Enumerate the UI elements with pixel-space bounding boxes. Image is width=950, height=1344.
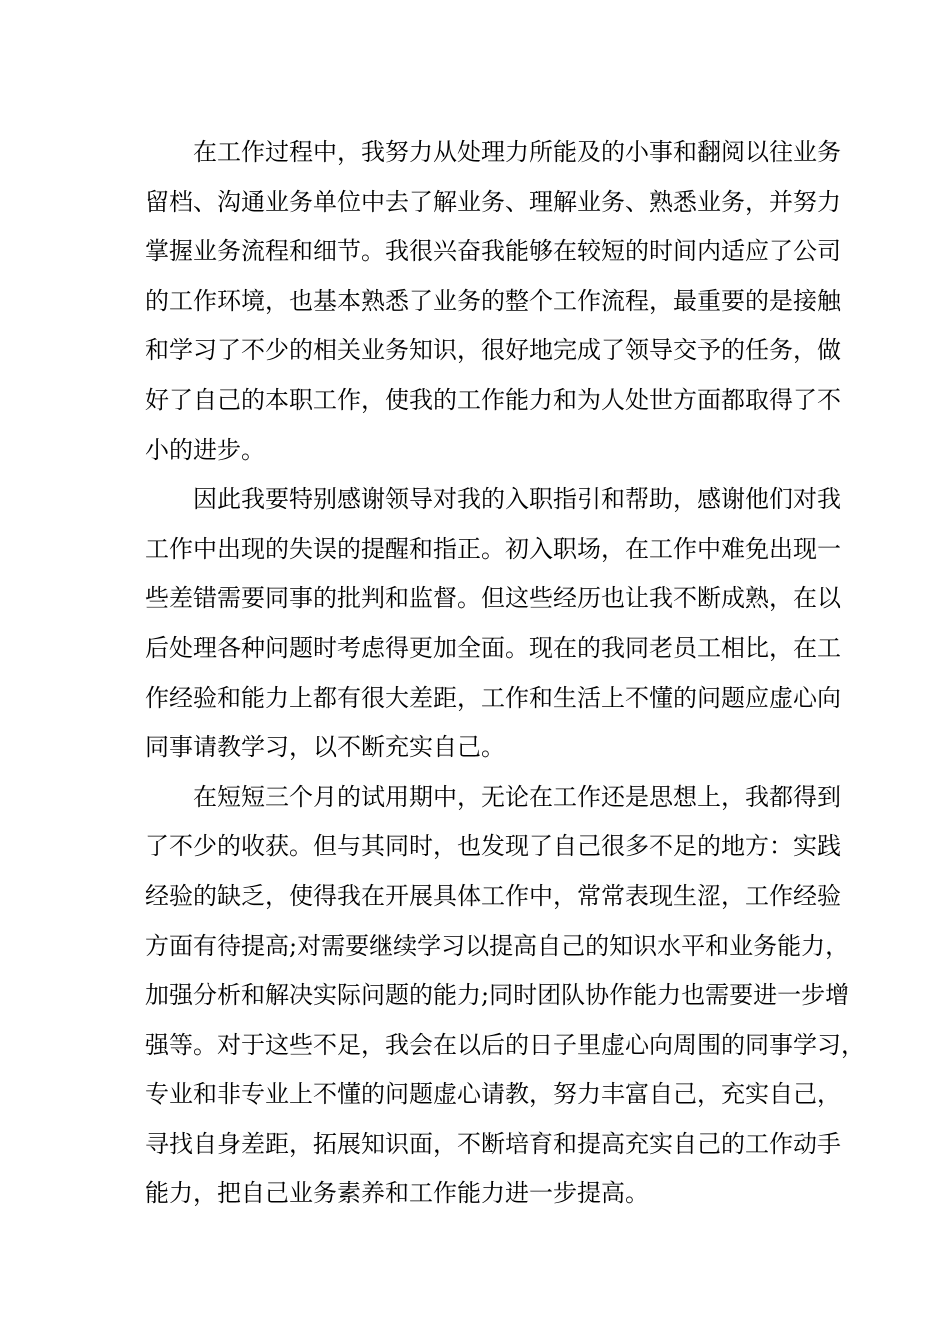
paragraph-line: 因此我要特别感谢领导对我的入职指引和帮助，感谢他们对我 xyxy=(193,485,841,514)
paragraph-2 xyxy=(145,475,841,773)
paragraph-line: 寻找自身差距，拓展知识面，不断培育和提高充实自己的工作动手 xyxy=(145,1129,841,1158)
paragraph-3 xyxy=(145,773,865,1219)
paragraph-line: 掌握业务流程和细节。我很兴奋我能够在较短的时间内适应了公司 xyxy=(145,237,841,266)
paragraph-line: 强等。对于这些不足，我会在以后的日子里虚心向周围的同事学习， xyxy=(145,1030,865,1059)
paragraph-line: 作经验和能力上都有很大差距，工作和生活上不懂的问题应虚心向 xyxy=(145,683,841,712)
paragraph-line: 经验的缺乏，使得我在开展具体工作中，常常表现生涩，工作经验 xyxy=(145,881,841,910)
paragraph-line: 后处理各种问题时考虑得更加全面。现在的我同老员工相比，在工 xyxy=(145,633,841,662)
paragraph-line: 好了自己的本职工作，使我的工作能力和为人处世方面都取得了不 xyxy=(145,385,841,414)
paragraph-line: 些差错需要同事的批判和监督。但这些经历也让我不断成熟，在以 xyxy=(145,584,841,613)
paragraph-line: 留档、沟通业务单位中去了解业务、理解业务、熟悉业务，并努力 xyxy=(145,187,841,216)
paragraph-line: 在工作过程中，我努力从处理力所能及的小事和翻阅以往业务 xyxy=(193,138,841,166)
paragraph-line: 工作中出现的失误的提醒和指正。初入职场，在工作中难免出现一 xyxy=(145,534,841,563)
paragraph-line: 在短短三个月的试用期中，无论在工作还是思想上，我都得到 xyxy=(193,782,841,811)
paragraph-line: 能力，把自己业务素养和工作能力进一步提高。 xyxy=(145,1179,649,1208)
paragraph-line: 加强分析和解决实际问题的能力;同时团队协作能力也需要进一步增 xyxy=(145,981,850,1010)
paragraph-line: 专业和非专业上不懂的问题虚心请教，努力丰富自己，充实自己， xyxy=(145,1080,841,1109)
paragraph-line: 和学习了不少的相关业务知识，很好地完成了领导交予的任务，做 xyxy=(145,336,841,365)
paragraph-line: 了不少的收获。但与其同时，也发现了自己很多不足的地方：实践 xyxy=(145,832,841,861)
document-body xyxy=(145,128,865,1219)
paragraph-1 xyxy=(145,128,841,475)
paragraph-line: 方面有待提高;对需要继续学习以提高自己的知识水平和业务能力， xyxy=(145,931,850,960)
paragraph-line: 同事请教学习，以不断充实自己。 xyxy=(145,733,505,762)
paragraph-line: 小的进步。 xyxy=(145,435,265,464)
paragraph-line: 的工作环境，也基本熟悉了业务的整个工作流程，最重要的是接触 xyxy=(145,286,841,315)
